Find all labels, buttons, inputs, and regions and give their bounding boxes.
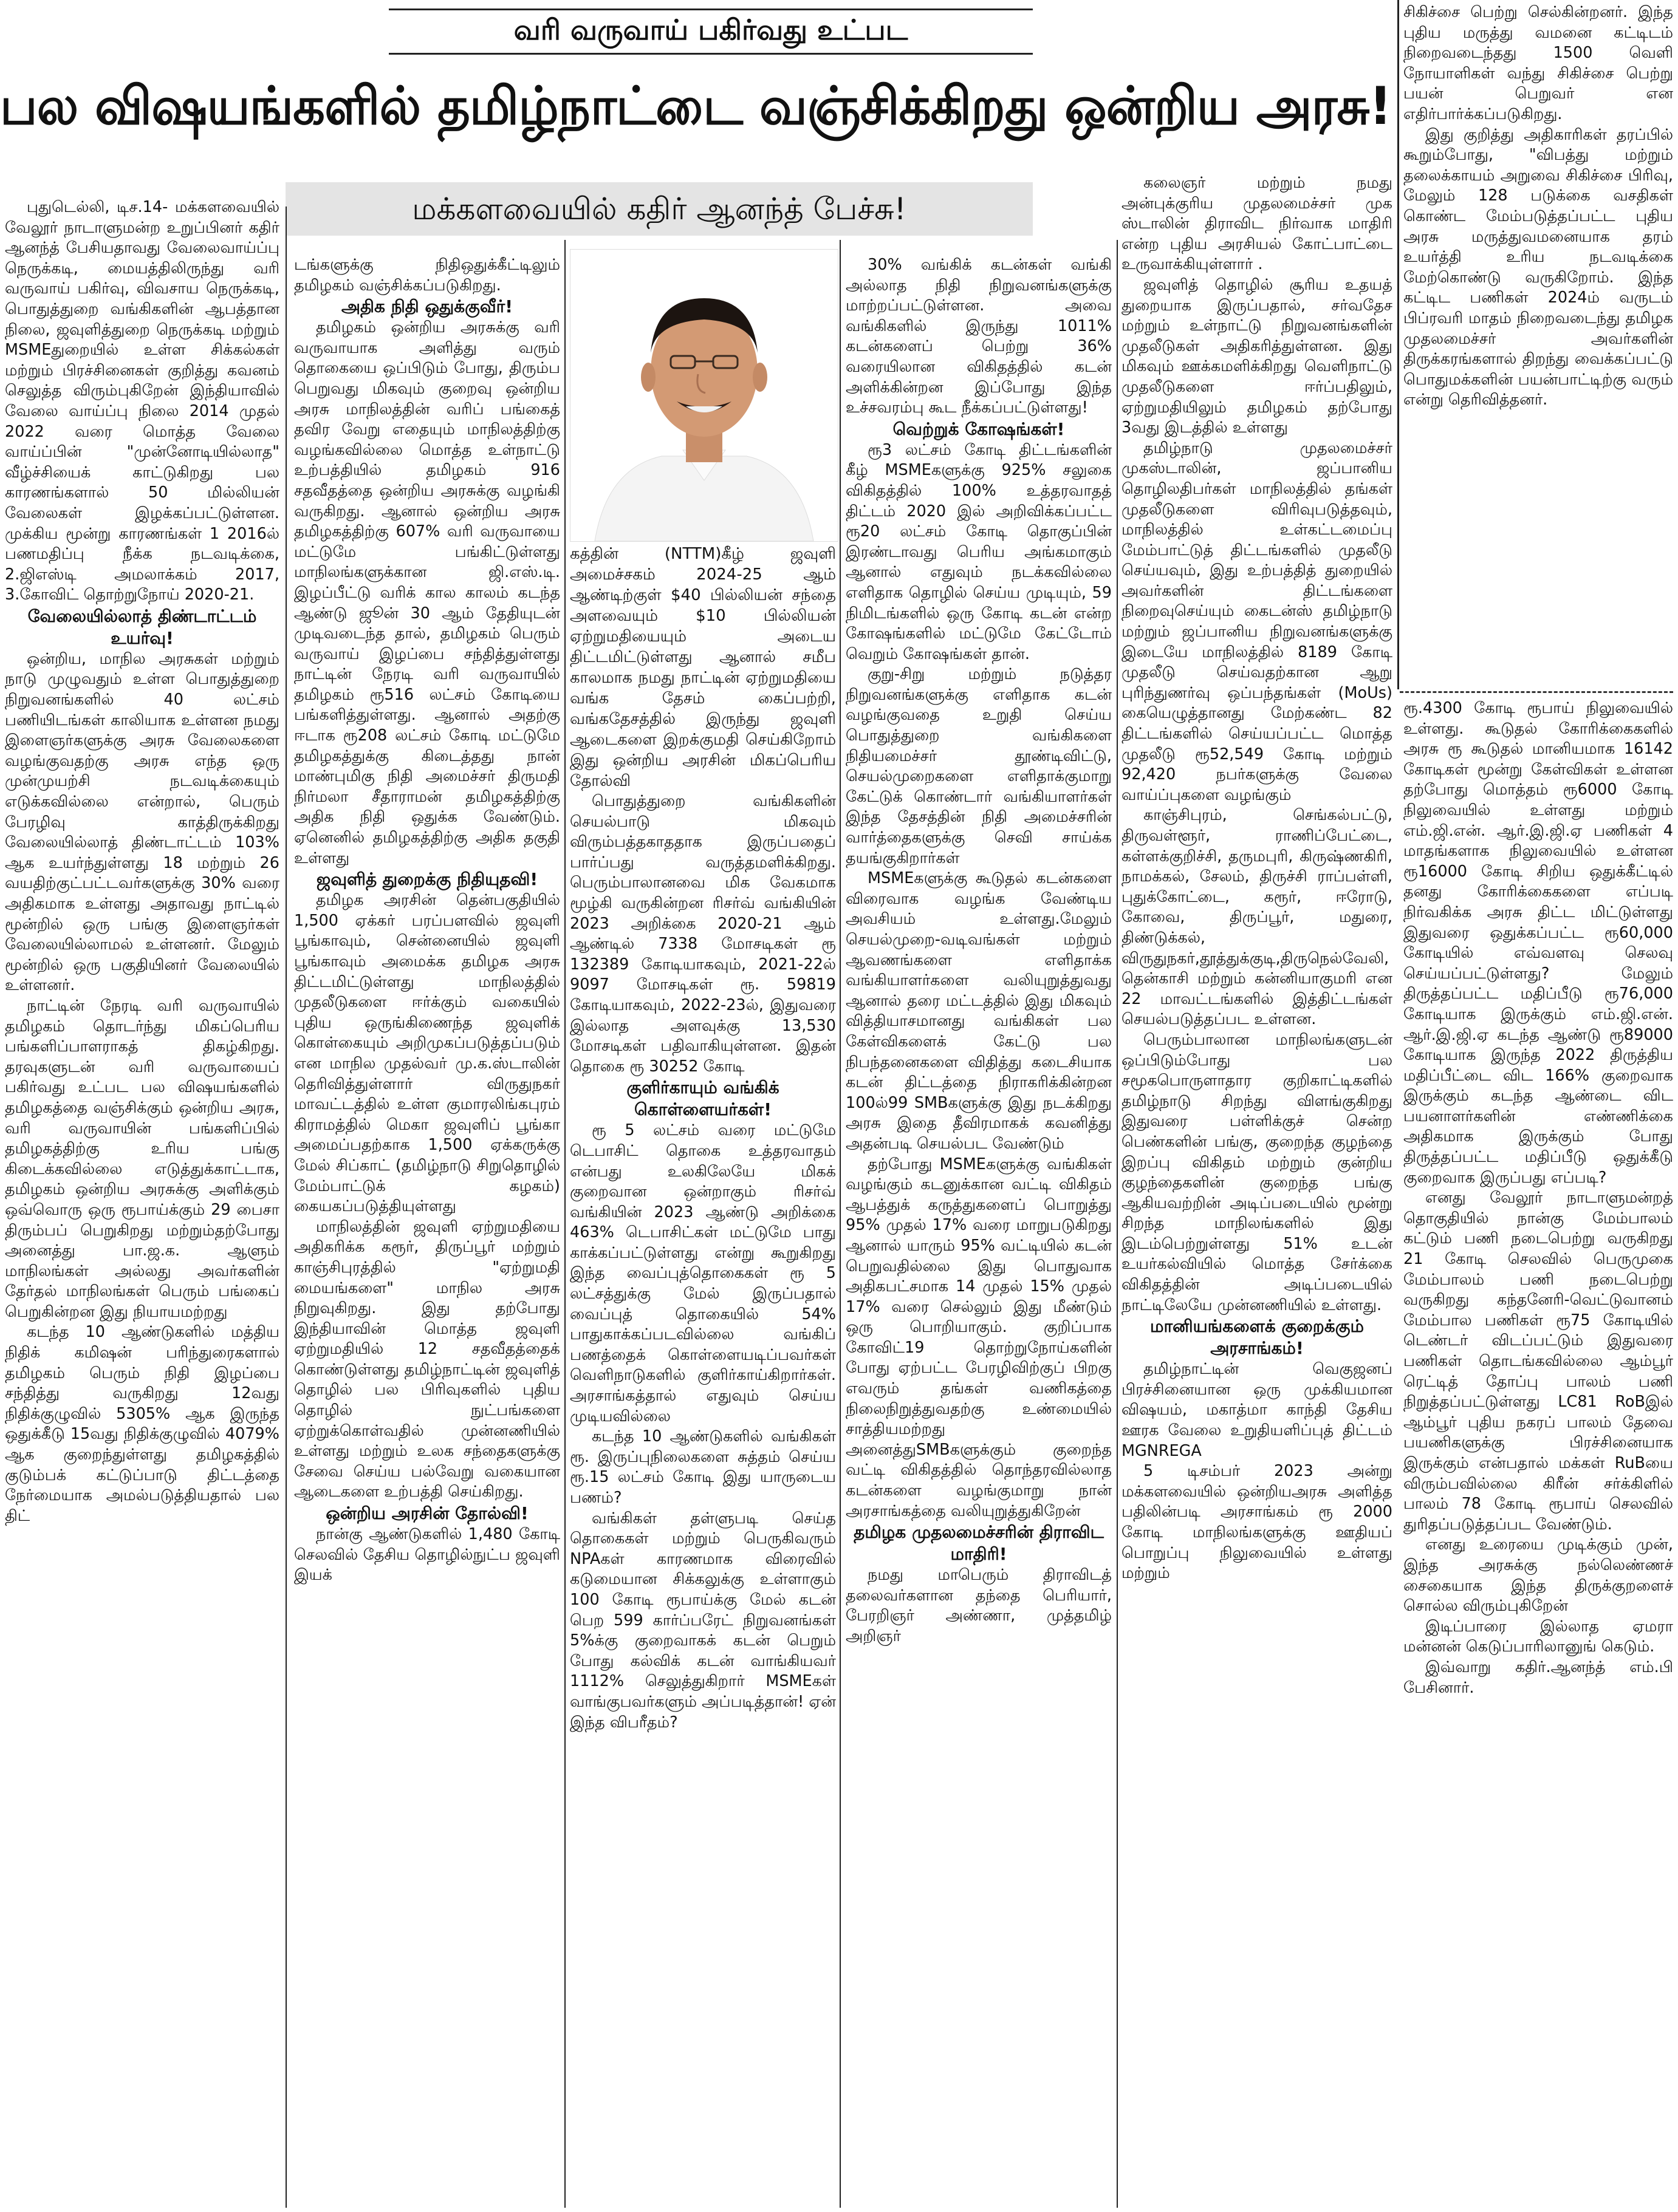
paragraph: குறு-சிறு மற்றும் நடுத்தர நிறுவனங்களுக்கு எளிதாக கடன் வழங்குவதை உறுதி செய்ய பொதுத்துறை வங்கிகளை நிதியமைச்சர் தூண்டிவிட்டு, செயல்முறைகளை எளிதாக்குமாறு கேட்டுக் கொண்டார் வங்கியாளர்கள் இந்த தேசத்தின் நிதி அமைச்சரின் வார்த்தைகளுக்கு செவி சாய்க்க தயங்குகிறார்கள்	[846, 665, 1112, 867]
subheading: மானியங்களைக் குறைக்கும் அரசாங்கம்!	[1150, 1316, 1364, 1359]
paragraph: காஞ்சிபுரம், செங்கல்பட்டு, திருவள்ளூர், ராணிப்பேட்டை, கள்ளக்குறிச்சி, தருமபுரி, கிருஷ்ணகிரி, நாமக்கல், சேலம், திருச்சி ராப்பள்ளி, புதுக்கோட்டை, கரூர், ஈரோடு, கோவை, திருப்பூர், மதுரை, திண்டுக்கல், விருதுநகர்,தூத்துக்குடி,திருநெல்வேலி, தென்காசி மற்றும் கன்னியாகுமரி என 22 மாவட்டங்களில் இத்திட்டங்கள் செயல்படுத்தப்பட உள்ளன.	[1122, 806, 1392, 1029]
paragraph: மாநிலத்தின் ஜவுளி ஏற்றுமதியை அதிகரிக்க கரூர், திருப்பூர் மற்றும் காஞ்சிபுரத்தில் "ஏற்றுமதி மையங்களை" மாநில அரசு நிறுவுகிறது. இது தற்போது இந்தியாவின் மொத்த ஜவுளி ஏற்றுமதியில் 12 சதவீதத்தைக் கொண்டுள்ளது தமிழ்நாட்டின் ஜவுளித் தொழில் பல பிரிவுகளில் புதிய தொழில் நுட்பங்களை ஏற்றுக்கொள்வதில் முன்னணியில் உள்ளது மற்றும் உலக சந்தைகளுக்கு சேவை செய்ய பல்வேறு வகையான ஆடைகளை உற்பத்தி செய்கிறது.	[294, 1217, 560, 1501]
subheading: அதிக நிதி ஒதுக்குவீர்!	[341, 296, 513, 317]
subheading: ஒன்றிய அரசின் தோல்வி!	[326, 1503, 529, 1524]
column-rule	[1397, 0, 1399, 689]
paragraph: ரூ 5 லட்சம் வரை மட்டுமே டெபாசிட் தொகை உத்தரவாதம் என்பது உலகிலேயே மிகக் குறைவான ஒன்றாகும் ரிசர்வ் வங்கியின் 2023 ஆண்டு அறிக்கை 463% டெபாசிட்கள் மட்டுமே பாது காக்கப்பட்டுள்ளது என்று கூறுகிறது இந்த வைப்புத்தொகைகள் ரூ 5 லட்சத்துக்கு மேல் இருப்பதால் வைப்புத் தொகையில் 54% பாதுகாக்கப்படவில்லை வங்கிப் பணத்தைக் கொள்ளையடிப்பவர்கள் வெளிநாடுகளில் குளிர்காய்கிறார்கள். அரசாங்கத்தால் எதுவும் செய்ய முடியவில்லை	[570, 1121, 836, 1425]
column-3	[570, 544, 836, 2208]
subheading: ஜவுளித் துறைக்கு நிதியுதவி!	[316, 869, 538, 890]
paragraph: தமிழகம் ஒன்றிய அரசுக்கு வரி வருவாயாக அளித்து வரும் தொகையை ஒப்பிடும் போது, திரும்ப பெறுவது மிகவும் குறைவு ஒன்றிய அரசு மாநிலத்தின் வரிப் பங்கைத் தவிர வேறு எதையும் மாநிலத்திற்கு வழங்கவில்லை மொத்த உள்நாட்டு உற்பத்தியில் தமிழகம் 916 சதவீதத்தை ஒன்றிய அரசுக்கு வழங்கி வருகிறது. ஆனால் ஒன்றிய அரசு தமிழகத்திற்கு 607% வரி வருவாயை மட்டுமே பங்கிட்டுள்ளது மாநிலங்களுக்கான ஜி.எஸ்.டி. இழப்பீட்டு வரிக் கால காலம் கடந்த ஆண்டு ஜூன் 30 ஆம் தேதியுடன் முடிவடைந்த தால், தமிழகம் பெரும் வருவாய் இழப்பை சந்தித்துள்ளது நாட்டின் நேரடி வரி வருவாயில் தமிழகம் ரூ516 லட்சம் கோடியை பங்களித்துள்ளது. ஆனால் அதற்கு ஈடாக ரூ208 லட்சம் கோடி மட்டுமே தமிழகத்துக்கு கிடைத்தது நான் மாண்புமிகு நிதி அமைச்சர் திருமதி நிர்மலா சீதாராமன் தமிழகத்திற்கு அதிக நிதி ஒதுக்க வேண்டும். ஏனெனில் தமிழகத்திற்கு அதிக தகுதி உள்ளது	[294, 318, 560, 867]
paragraph: கலைஞர் மற்றும் நமது அன்புக்குரிய முதலமைச்சர் முக ஸ்டாலின் திராவிட நிர்வாக மாதிரி என்ற புதிய அரசியல் கோட்பாட்டை உருவாக்கியுள்ளார் .	[1122, 174, 1392, 274]
portrait-icon	[570, 250, 838, 541]
paragraph: நான்கு ஆண்டுகளில் 1,480 கோடி செலவில் தேசிய தொழில்நுட்ப ஜவுளி இயக்	[294, 1525, 560, 1585]
paragraph: ஒன்றிய, மாநில அரசுகள் மற்றும் நாடு முழுவதும் உள்ள பொதுத்துறை நிறுவனங்களில் 40 லட்சம் பணியிடங்கள் காலியாக உள்ளன நமது இளைஞர்களுக்கு அரசு வேலைகளை வழங்குவதற்கு அரசு எந்த ஒரு முன்முயற்சி நடவடிக்கையும் எடுக்கவில்லை என்றால், பெரும் பேரழிவு காத்திருக்கிறது வேலையில்லாத் திண்டாட்டம் 103% ஆக உயர்ந்துள்ளது 18 மற்றும் 26 வயதிற்குட்பட்டவர்களுக்கு 30% வரை அதிகமாக உள்ளது அதாவது நாட்டில் மூன்றில் ஒரு பங்கு இளைஞர்கள் வேலையில்லாமல் உள்ளனர். மேலும் மூன்றில் ஒரு பகுதியினர் வேலையில் உள்ளனர்.	[5, 649, 279, 995]
paragraph: சிகிச்சை பெற்று செல்கின்றனர். இந்த புதிய மருத்து வமனை கட்டிடம் நிறைவடைந்தது 1500 வெளி நோயாளிகள் வந்து சிகிச்சை பெற்று பயன் பெறுவர் என எதிர்பார்க்கப்படுகிறது.	[1403, 3, 1673, 123]
article-separator	[1400, 691, 1673, 693]
paragraph: இது குறித்து அதிகாரிகள் தரப்பில் கூறும்போது, "விபத்து மற்றும் தலைக்காயம் அறுவை சிகிச்சை பிரிவு, மேலும் 128 படுக்கை வசதிகள் கொண்ட மேம்படுத்தப்பட்ட புதிய அரசு மருத்துவமனையாக தரம் உயர்த்தி உரிய நடவடிக்கை மேற்கொண்டு வருகிறோம். இந்த கட்டிட பணிகள் 2024ம் வருடம் பிப்ரவரி மாதம் நிறைவடைந்து தமிழக முதலமைச்சர் அவர்களின் திருக்கரங்களால் திறந்து வைக்கப்பட்டு பொதுமக்களின் பயன்பாட்டிற்கு வரும் என்று தெரிவித்தனர்.	[1403, 125, 1673, 409]
column-rule	[564, 240, 566, 2208]
paragraph: தற்போது MSMEகளுக்கு வங்கிகள் வழங்கும் கடனுக்கான வட்டி விகிதம் ஆபத்துக் கருத்துகளைப் பொறுத்து 95% முதல் 17% வரை மாறுபடுகிறது ஆனால் யாரும் 95% வட்டியில் கடன் பெறுவதில்லை இது பொதுவாக அதிகபட்சமாக 14 முதல் 15% முதல் 17% வரை செல்லும் இது மீண்டும் ஒரு பொறியாகும். குறிப்பாக கோவிட்19 தொற்றுநோய்களின் போது ஏற்பட்ட பேரழிவிற்குப் பிறகு எவரும் தங்கள் வணிகத்தை நிலைநிறுத்துவதற்கு உண்மையில் சாத்தியமற்றது அனைத்துSMBகளுக்கும் குறைந்த வட்டி விகிதத்தில் தொந்தரவில்லாத கடன்களை வழங்குமாறு நான் அரசாங்கத்தை வலியுறுத்துகிறேன்	[846, 1155, 1112, 1520]
column-5	[1122, 173, 1392, 2208]
portrait-photo	[570, 249, 838, 542]
subheading: தமிழக முதலமைச்சரின் திராவிட மாதிரி!	[854, 1522, 1104, 1565]
paragraph: வங்கிகள் தள்ளுபடி செய்த தொகைகள் மற்றும் பெருகிவரும் NPAகள் காரணமாக விரைவில் கடுமையான சிக்கலுக்கு உள்ளாகும் 100 கோடி ரூபாய்க்கு மேல் கடன் பெற 599 கார்ப்பரேட் நிறுவனங்கள் 5%க்கு குறைவாகக் கடன் பெறும் போது கல்விக் கடன் வாங்கியவர் 1112% செலுத்துகிறார் MSMEகள் வாங்குபவர்களும் அப்படித்தான்! ஏன் இந்த விபரீதம்?	[570, 1509, 836, 1732]
subheadline: மக்களவையில் கதிர் ஆனந்த் பேச்சு!	[412, 191, 906, 227]
paragraph: பொதுத்துறை வங்கிகளின் செயல்பாடு மிகவும் விரும்பத்தகாததாக இருப்பதைப் பார்ப்பது வருத்தமளிக்கிறது. பெரும்பாலானவை மிக வேகமாக மூழ்கி வருகின்றன ரிசர்வ் வங்கியின் 2023 அறிக்கை 2020-21 ஆம் ஆண்டில் 7338 மோசடிகள் ரூ 132389 கோடியாகவும், 2021-22ல் 9097 மோசடிகள் ரூ. 59819 கோடியாகவும், 2022-23ல், இதுவரை இல்லாத அளவுக்கு 13,530 மோசடிகள் பதிவாகியுள்ளன. இதன் தொகை ரூ 30252 கோடி	[570, 792, 836, 1076]
headline: பல விஷயங்களில் தமிழ்நாட்டை வஞ்சிக்கிறது ஒன்றிய அரசு!	[0, 76, 1392, 137]
paragraph: டங்களுக்கு நிதிஒதுக்கீட்டிலும் தமிழகம் வஞ்சிக்கப்படுகிறது.	[294, 256, 560, 295]
paragraph: நாட்டின் நேரடி வரி வருவாயில் தமிழகம் தொடர்ந்து மிகப்பெரிய பங்களிப்பாளராகத் திகழ்கிறது. தரவுகளுடன் வரி வருவாயைப் பகிர்வது உட்பட பல விஷயங்களில் தமிழகத்தை வஞ்சிக்கும் ஒன்றிய அரசு, வரி வருவாயின் பங்களிப்பில் தமிழகத்திற்கு உரிய பங்கு கிடைக்கவில்லை எடுத்துக்காட்டாக, தமிழகம் ஒன்றிய அரசுக்கு அளிக்கும் ஒவ்வொரு ஒரு ரூபாய்க்கும் 29 பைசா திரும்பப் பெறுகிறது மற்றும்தற்போது அனைத்து பா.ஜ.க. ஆளும் மாநிலங்கள் அல்லது அவர்களின் தேர்தல் மாநிலங்கள் பெரும் பங்கைப் பெறுகின்றன இது நியாயமற்றது	[5, 996, 279, 1321]
kicker-box	[389, 9, 1033, 55]
paragraph: தமிழக அரசின் தென்பகுதியில் 1,500 ஏக்கர் பரப்பளவில் ஜவுளி பூங்காவும், சென்னையில் ஜவுளி பூங்காவும் அமைக்க தமிழக அரசு திட்டமிட்டுள்ளது மாநிலத்தில் முதலீடுகளை ஈர்க்கும் வகையில் புதிய ஒருங்கிணைந்த ஜவுளிக் கொள்கையும் அறிமுகப்படுத்தப்படும் என மாநில முதல்வர் மு.க.ஸ்டாலின் தெரிவித்துள்ளார் விருதுநகர் மாவட்டத்தில் உள்ள குமாரலிங்கபுரம் கிராமத்தில் மெகா ஜவுளிப் பூங்கா அமைப்பதற்காக 1,500 ஏக்கருக்கு மேல் சிப்காட் (தமிழ்நாடு சிறுதொழில் மேம்பாட்டுக் கழகம்) கையகப்படுத்தியுள்ளது	[294, 891, 560, 1216]
paragraph: 30% வங்கிக் கடன்கள் வங்கி அல்லாத நிதி நிறுவனங்களுக்கு மாற்றப்பட்டுள்ளன. அவை வங்கிகளில் இருந்து 1011% கடன்களைப் பெற்று 36% வரையிலான விகிதத்தில் கடன் அளிக்கின்றன இப்போது இந்த உச்சவரம்பு கூட நீக்கப்பட்டுள்ளது!	[846, 256, 1112, 417]
column-rule	[1117, 240, 1118, 2208]
column-6-bottom	[1403, 698, 1673, 2208]
subheading: வேலையில்லாத் திண்டாட்டம் உயர்வு!	[27, 606, 257, 648]
paragraph: 5 டிசம்பர் 2023 அன்று மக்களவையில் ஒன்றியஅரசு அளித்த பதிலின்படி அரசாங்கம் ரூ 2000 கோடி மாநிலங்களுக்கு ஊதியப் பொறுப்பு நிலுவையில் உள்ளது மற்றும்	[1122, 1462, 1392, 1583]
paragraph: கடந்த 10 ஆண்டுகளில் வங்கிகள் ரூ. இருப்புநிலைகளை சுத்தம் செய்ய ரூ.15 லட்சம் கோடி இது யாருடைய பணம்?	[570, 1427, 836, 1507]
paragraph: ரூ.4300 கோடி ரூபாய் நிலுவையில் உள்ளது. கூடுதல் கோரிக்கைகளில் அரசு ரூ கூடுதல் மானியமாக 16142 கோடிகள் மூன்று கேள்விகள் உள்ளன தற்போது மொத்தம் ரூ6000 கோடி நிலுவையில் உள்ளது மற்றும் எம்.ஜி.என். ஆர்.இ.ஜி.ஏ பணிகள் 4 மாதங்களாக நிலுவையில் உள்ளன ரூ16000 கோடி சிறிய ஒதுக்கீட்டில் தனது கோரிக்கைகளை எப்படி நிர்வகிக்க அரசு திட்ட மிட்டுள்ளது இதுவரை ஒதுக்கப்பட்ட ரூ60,000 கோடியில் எவ்வளவு செலவு செய்யப்பட்டுள்ளது? மேலும் திருத்தப்பட்ட மதிப்பீடு ரூ76,000 கோடியாக இருக்கும் எம்.ஜி.என். ஆர்.இ.ஜி.ஏ கடந்த ஆண்டு ரூ89000 கோடியாக இருந்த 2022 திருத்திய மதிப்பீட்டை விட 166% குறைவாக இருக்கும் கடந்த ஆண்டை விட பயனாளர்களின் எண்ணிக்கை அதிகமாக இருக்கும் போது திருத்தப்பட்ட மதிப்பீடு ஒதுக்கீடு குறைவாக இருப்பது எப்படி?	[1403, 699, 1673, 1187]
paragraph: இடிப்பாரை இல்லாத ஏமரா மன்னன் கெடுப்பாரிலானுங் கெடும்.	[1403, 1617, 1673, 1656]
subheading: வெற்றுக் கோஷங்கள்!	[892, 418, 1065, 439]
paragraph: MSMEகளுக்கு கூடுதல் கடன்களை விரைவாக வழங்க வேண்டிய அவசியம் உள்ளது.மேலும் செயல்முறை-வடிவங்கள் மற்றும் ஆவணங்களை எளிதாக்க வங்கியாளர்களை வலியுறுத்துவது ஆனால் தரை மட்டத்தில் இது மிகவும் வித்தியாசமானது வங்கிகள் பல கேள்விகளைக் கேட்டு பல நிபந்தனைகளை விதித்து கடைசியாக கடன் திட்டத்தை நிராகரிக்கின்றன 100ல்99 SMBகளுக்கு இது நடக்கிறது அரசு இதை தீவிரமாகக் கவனித்து அதன்படி செயல்பட வேண்டும்	[846, 869, 1112, 1153]
paragraph: கத்தின் (NTTM)கீழ் ஜவுளி அமைச்சகம் 2024-25 ஆம் ஆண்டிற்குள் $40 பில்லியன் சந்தை அளவையும் $10 பில்லியன் ஏற்றுமதியையும் அடைய திட்டமிட்டுள்ளது ஆனால் சமீப காலமாக நமது நாட்டின் ஏற்றுமதியை வங்க தேசம் கைப்பற்றி, வங்கதேசத்தில் இருந்து ஜவுளி ஆடைகளை இறக்குமதி செய்கிறோம் இது ஒன்றிய அரசின் மிகப்பெரிய தோல்வி	[570, 545, 836, 790]
column-6-top	[1403, 2, 1673, 686]
paragraph: ஜவுளித் தொழில் சூரிய உதயத் துறையாக இருப்பதால், சர்வதேச மற்றும் உள்நாட்டு நிறுவனங்களின் முதலீடுகள் அதிகரித்துள்ளன. இது மிகவும் ஊக்கமளிக்கிறது வெளிநாட்டு முதலீடுகளை ஈர்ப்பதிலும், ஏற்றுமதியிலும் தமிழகம் தற்போது 3வது இடத்தில் உள்ளது	[1122, 275, 1392, 437]
paragraph: இவ்வாறு கதிர்.ஆனந்த் எம்.பி பேசினார்.	[1403, 1657, 1673, 1697]
paragraph: பெரும்பாலான மாநிலங்களுடன் ஒப்பிடும்போது பல சமூகபொருளாதார குறிகாட்டிகளில் தமிழ்நாடு சிறந்து விளங்குகிறது இதுவரை பள்ளிக்குச் சென்ற பெண்களின் பங்கு, குறைந்த குழந்தை இறப்பு விகிதம் மற்றும் குன்றிய குழந்தைகளின் குறைந்த பங்கு ஆகியவற்றின் அடிப்படையில் மூன்று சிறந்த மாநிலங்களில் இது இடம்பெற்றுள்ளது 51% உடன் உயர்கல்வியில் மொத்த சேர்க்கை விகிதத்தின் அடிப்படையில் நாட்டிலேயே முன்னணியில் உள்ளது.	[1122, 1030, 1392, 1314]
column-4	[846, 255, 1112, 2208]
paragraph: புதுடெல்லி, டிச.14- மக்களவையில் வேலூர் நாடாளுமன்ற உறுப்பினர் கதிர் ஆனந்த் பேசியதாவது வேலைவாய்ப்பு நெருக்கடி, மையத்திலிருந்து வரி வருவாய் பகிர்வு, விவசாய நெருக்கடி, பொதுத்துறை வங்கிகளின் ஆபத்தான நிலை, ஜவுளித்துறை நெருக்கடி மற்றும் MSMEதுறையில் உள்ள சிக்கல்கள் மற்றும் பிரச்சினைகள் குறித்து கவனம் செலுத்த விரும்புகிறேன் இந்தியாவில் வேலை வாய்ப்பு நிலை 2014 முதல் 2022 வரை மொத்த வேலை வாய்ப்பின் "முன்னோடியில்லாத" வீழ்ச்சியைக் காட்டுகிறது பல காரணங்களால் 50 மில்லியன் வேலைகள் இழக்கப்பட்டுள்ளன. முக்கிய மூன்று காரணங்கள் 1 2016ல் பணமதிப்பு நீக்க நடவடிக்கை, 2.ஜிஎஸ்டி அமலாக்கம் 2017, 3.கோவிட் தொற்றுநோய் 2020-21.	[5, 198, 279, 604]
column-rule	[840, 240, 841, 2208]
paragraph: எனது வேலூர் நாடாளுமன்றத் தொகுதியில் நான்கு மேம்பாலம் கட்டும் பணி நடைபெற்று வருகிறது 21 கோடி செலவில் பெருமுகை மேம்பாலம் பணி நடைபெற்று வருகிறது கந்தனேரி-வெட்டுவானம் மேம்பால பணிகள் ரூ75 கோடியில் டெண்டர் விடப்பட்டும் இதுவரை பணிகள் தொடங்கவில்லை ஆம்பூர் ரெட்டித் தோப்பு பாலம் பணி நிறுத்தப்பட்டுள்ளது LC81 RoBஇல் ஆம்பூர் புதிய நகரப் பாலம் தேவை பயணிகளுக்கு பிரச்சினையாக இருக்கும் என்பதால் மக்கள் RuBயை விரும்பவில்லை கிரீன் சர்க்கிளில் பாலம் 78 கோடி ரூபாய் செலவில் துரிதப்படுத்தப்பட வேண்டும்.	[1403, 1189, 1673, 1534]
paragraph: தமிழ்நாடு முதலமைச்சர் முகஸ்டாலின், ஜப்பானிய தொழிலதிபர்கள் மாநிலத்தில் தங்கள் முதலீடுகளை விரிவுபடுத்தவும், மாநிலத்தில் உள்கட்டமைப்பு மேம்பாட்டுத் திட்டங்களில் முதலீடு செய்யவும், இது உற்பத்தித் துறையில் அவர்களின் திட்டங்களை நிறைவுசெய்யும் கைடன்ஸ் தமிழ்நாடு மற்றும் ஜப்பானிய நிறுவனங்களுக்கு இடையே மாநிலத்தில் 8189 கோடி முதலீடு செய்வதற்கான ஆறு புரிந்துணர்வு ஒப்பந்தங்கள் (MoUs) கையெழுத்தானது மேற்கண்ட 82 திட்டங்களில் செய்யப்பட்ட மொத்த முதலீடு ரூ52,549 கோடி மற்றும் 92,420 நபர்களுக்கு வேலை வாய்ப்புகளை வழங்கும்	[1122, 439, 1392, 804]
column-rule	[286, 207, 287, 2208]
paragraph: கடந்த 10 ஆண்டுகளில் மத்திய நிதிக் கமிஷன் பரிந்துரைகளால் தமிழகம் பெரும் நிதி இழப்பை சந்தித்து வருகிறது 12வது நிதிக்குழுவில் 5305% ஆக இருந்த ஒதுக்கீடு 15வது நிதிக்குழுவில் 4079% ஆக குறைந்துள்ளது தமிழகத்தில் குடும்பக் கட்டுப்பாடு திட்டத்தை நேர்மையாக அமல்படுத்தியதால் பல திட்	[5, 1323, 279, 1525]
subheading: குளிர்காயும் வங்கிக் கொள்ளையர்கள்!	[626, 1077, 779, 1120]
paragraph: தமிழ்நாட்டின் வெகுஜனப் பிரச்சினையான ஒரு முக்கியமான விஷயம், மகாத்மா காந்தி தேசிய ஊரக வேலை உறுதியளிப்புத் திட்டம் MGNREGA	[1122, 1360, 1392, 1460]
column-1	[5, 197, 279, 2208]
paragraph: நமது மாபெரும் திராவிடத் தலைவர்களான தந்தை பெரியார், பேரறிஞர் அண்ணா, முத்தமிழ் அறிஞர்	[846, 1566, 1112, 1645]
paragraph: ரூ3 லட்சம் கோடி திட்டங்களின் கீழ் MSMEகளுக்கு 925% சலுகை விகிதத்தில் 100% உத்தரவாதத் திட்டம் 2020 இல் அறிவிக்கப்பட்ட ரூ20 லட்சம் கோடி தொகுப்பின் இரண்டாவது பெரிய அங்கமாகும் ஆனால் எதுவும் நடக்கவில்லை எளிதாக தொழில் செய்ய முடியும், 59 நிமிடங்களில் ஒரு கோடி கடன் என்ற கோஷங்களில் மட்டுமே கேட்டோம் வெறும் கோஷங்கள் தான்.	[846, 440, 1112, 663]
paragraph: எனது உரையை முடிக்கும் முன், இந்த அரசுக்கு நல்லெண்ணச் சைகையாக இந்த திருக்குறளைச் சொல்ல விரும்புகிறேன்	[1403, 1535, 1673, 1616]
kicker: வரி வருவாய் பகிர்வது உட்பட	[513, 13, 908, 46]
column-2	[294, 255, 560, 2208]
subheadline-box	[286, 182, 1033, 236]
